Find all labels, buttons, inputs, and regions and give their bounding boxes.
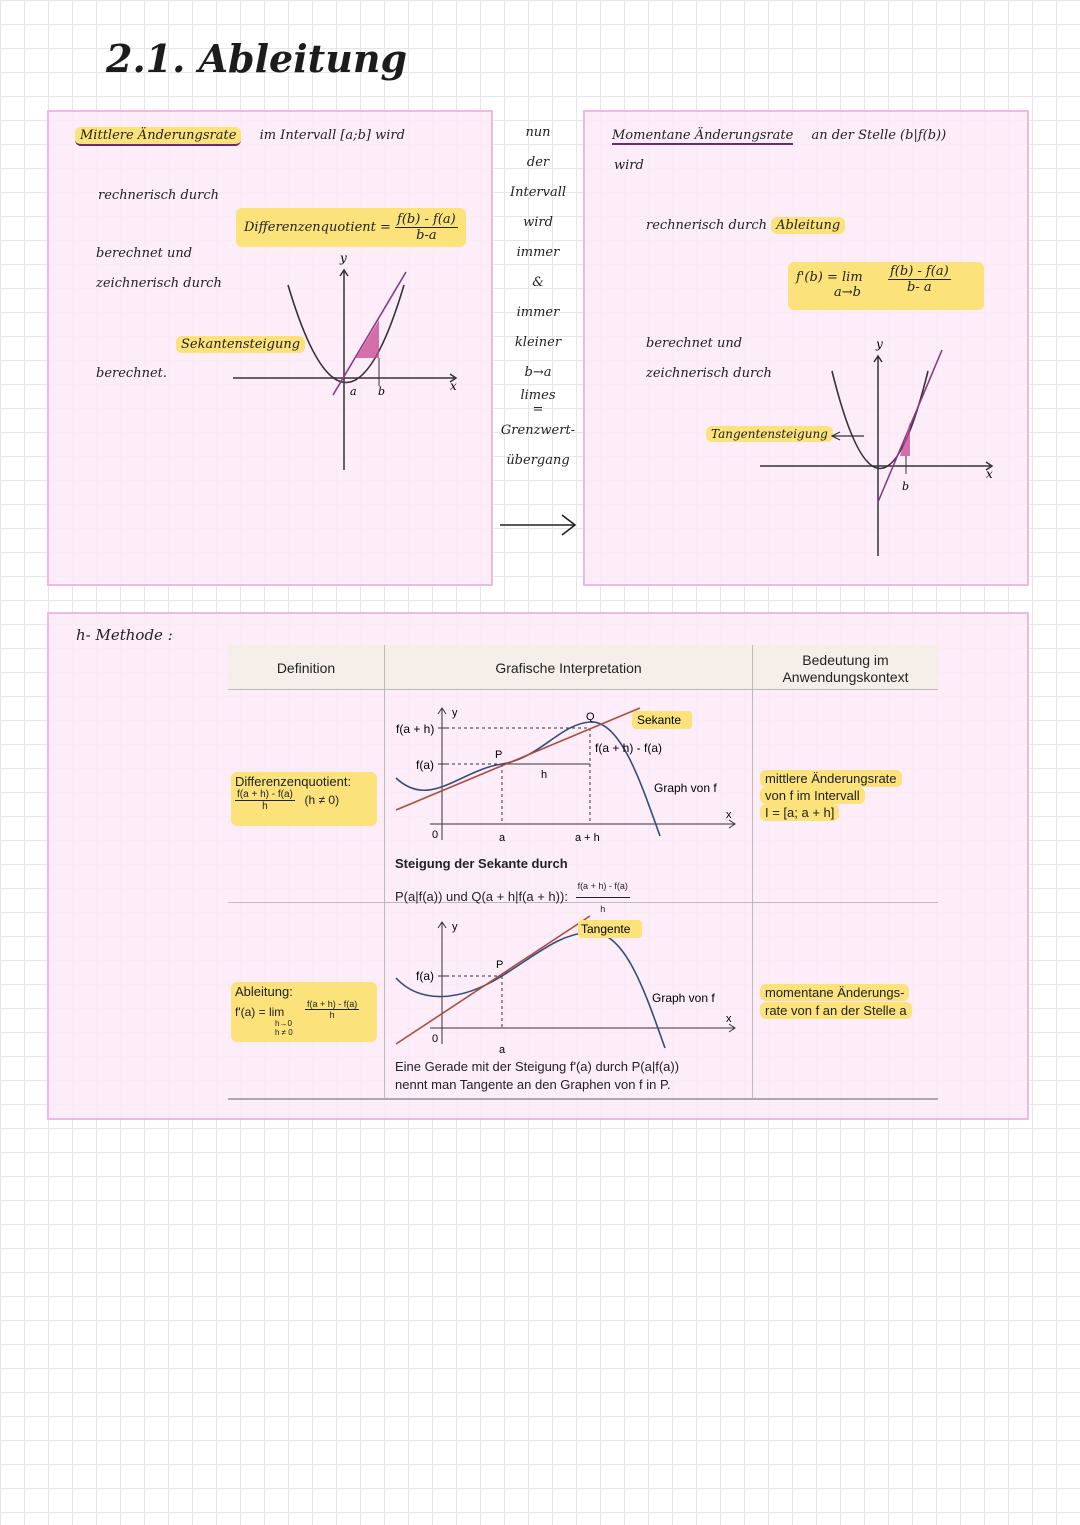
tangent-parabola [832,371,928,469]
row1-caption [395,853,745,920]
svg-text:y: y [452,707,458,719]
row1-caption-line2: P(a|f(a)) und Q(a + h|f(a + h)): [395,888,568,904]
row2-def-title: Ableitung: [235,984,293,999]
table-bottom-line [228,1098,938,1100]
svg-text:Graph von f: Graph von f [652,991,715,1005]
transition-word: immer [516,305,560,320]
right-line3: zeichnerisch durch [646,366,772,381]
header-definition: Definition [276,660,336,676]
secant-tick-a: a [350,385,357,398]
svg-text:a: a [499,1044,506,1056]
row1-def-condition: (h ≠ 0) [304,792,340,807]
tangent-tick-b: b [902,480,910,493]
tangent-slope-label: Tangentensteigung [706,426,833,442]
svg-text:0: 0 [432,1033,439,1045]
transition-word: nun [525,125,551,140]
row1-def-denominator: h [262,801,268,812]
row1-def-title: Differenzenquotient: [235,774,352,789]
row2-caption-line1: Eine Gerade mit der Steigung f'(a) durch P(a|f(a)) [395,1059,680,1074]
mean-rate-heading [75,128,405,143]
row1-meaning-line3: I = [a; a + h] [760,804,839,821]
page-title: 2.1. Ableitung [106,36,408,81]
svg-text:Q: Q [586,711,595,723]
svg-text:x: x [726,809,732,821]
instant-rate-heading [612,128,946,143]
secant-tick-b: b [378,385,386,398]
mean-rate-heading-text: Mittlere Änderungsrate [75,127,241,146]
secant-slope-triangle [356,320,379,358]
left-line2: berechnet und [96,246,193,261]
row1-meaning-line1: mittlere Änderungsrate [760,770,902,787]
derivative-formula-numerator: f(b) - f(a) [890,264,949,279]
header-graphic: Grafische Interpretation [495,660,642,676]
row1-meaning [760,770,932,821]
transition-word: immer [516,245,560,260]
transition-word: Intervall [509,185,567,200]
secant-slope-label: Sekantensteigung [176,336,305,353]
transition-word: & [532,275,544,290]
right-line2: berechnet und [646,336,743,351]
tangent-axis-x-label: x [986,467,993,481]
tangent-sketch [760,336,1010,561]
svg-text:f(a + h): f(a + h) [396,722,435,736]
row1-graph-f [396,722,663,836]
row2-def-sub1: h→0 [275,1019,292,1028]
tangent-slope-triangle [900,422,910,456]
tangent-graph [390,912,750,1057]
row2-meaning [760,984,932,1020]
secant-parabola [288,285,404,383]
difference-quotient-numerator: f(b) - f(a) [397,212,456,227]
derivative-formula-denominator: b- a [907,280,932,295]
instant-rate-heading-rest: an der Stelle (b|f(b)) [811,128,947,143]
transition-arrow-icon [498,512,580,538]
transition-word: = [532,402,544,417]
secant-sketch [228,250,468,475]
transition-word: übergang [506,453,570,468]
transition-word: b→a [524,365,552,380]
row2-caption-line2: nennt man Tangente an den Graphen von f in P. [395,1077,671,1092]
row1-caption-denominator: h [600,904,606,914]
transition-word: kleiner [514,335,562,350]
row2-def-denominator: h [329,1010,335,1020]
transition-word: wird [523,215,553,230]
row2-caption [395,1058,745,1094]
row1-def-numerator: f(a + h) - f(a) [237,789,293,800]
instant-rate-heading-rest-wrap [811,128,946,143]
transition-column [494,118,582,476]
derivative-formula-lhs: f'(b) = lim [796,270,863,285]
row2-definition [231,982,377,1042]
transition-word: limes [520,388,556,403]
difference-quotient-denominator: b-a [416,228,437,243]
table-divider-col1 [384,645,385,1100]
svg-text:0: 0 [432,829,439,841]
right-line1-text: rechnerisch durch [646,218,768,233]
row2-meaning-line2: rate von f an der Stelle a [760,1002,912,1019]
row1-caption-numerator: f(a + h) - f(a) [576,875,630,898]
left-line4: berechnet. [96,366,167,381]
difference-quotient-formula [236,208,466,247]
row1-caption-line1: Steigung der Sekante durch [395,856,568,871]
derivative-formula-sub: a→b [834,285,861,300]
secant-graph [390,700,750,850]
svg-text:Tangente: Tangente [581,922,631,936]
row2-graph-f [396,932,665,1048]
right-line1 [646,218,845,233]
mean-rate-heading-rest: im Intervall [a;b] wird [259,128,405,143]
secant-axis-x-label: x [450,379,457,393]
h-method-label: h- Methode : [76,626,173,644]
right-wird: wird [614,158,644,173]
row1-definition [231,772,377,826]
svg-text:x: x [726,1013,732,1025]
header-meaning: Bedeutung im Anwendungskontext [782,652,909,685]
instant-rate-heading-text: Momentane Änderungsrate [612,128,794,143]
svg-text:f(a + h) - f(a): f(a + h) - f(a) [595,741,663,755]
row2-meaning-line1: momentane Änderungs- [760,984,909,1001]
svg-text:Sekante: Sekante [637,713,682,727]
svg-text:Graph von f: Graph von f [654,781,717,795]
svg-text:y: y [452,921,458,933]
row2-def-lhs: f'(a) = lim [235,1005,285,1019]
svg-text:a + h: a + h [575,832,600,844]
svg-text:h: h [541,769,548,781]
transition-word: der [526,155,550,170]
svg-text:a: a [499,832,506,844]
svg-text:f(a): f(a) [416,969,434,983]
row1-meaning-line2: von f im Intervall [760,787,865,804]
svg-text:P: P [495,749,503,761]
secant-axis-y-label: y [340,251,347,265]
left-line1: rechnerisch durch [98,188,220,203]
row2-def-numerator: f(a + h) - f(a) [307,999,358,1009]
left-line3: zeichnerisch durch [96,276,222,291]
transition-word: Grenzwert- [500,423,576,438]
tangent-axis-y-label: y [876,337,883,351]
difference-quotient-label: Differenzenquotient = [244,220,391,235]
derivative-word: Ableitung [771,217,845,234]
row2-def-sub2: h ≠ 0 [275,1028,293,1037]
svg-text:P: P [496,959,504,971]
table-divider-col2 [752,645,753,1100]
derivative-formula [788,262,984,310]
svg-text:f(a): f(a) [416,758,434,772]
